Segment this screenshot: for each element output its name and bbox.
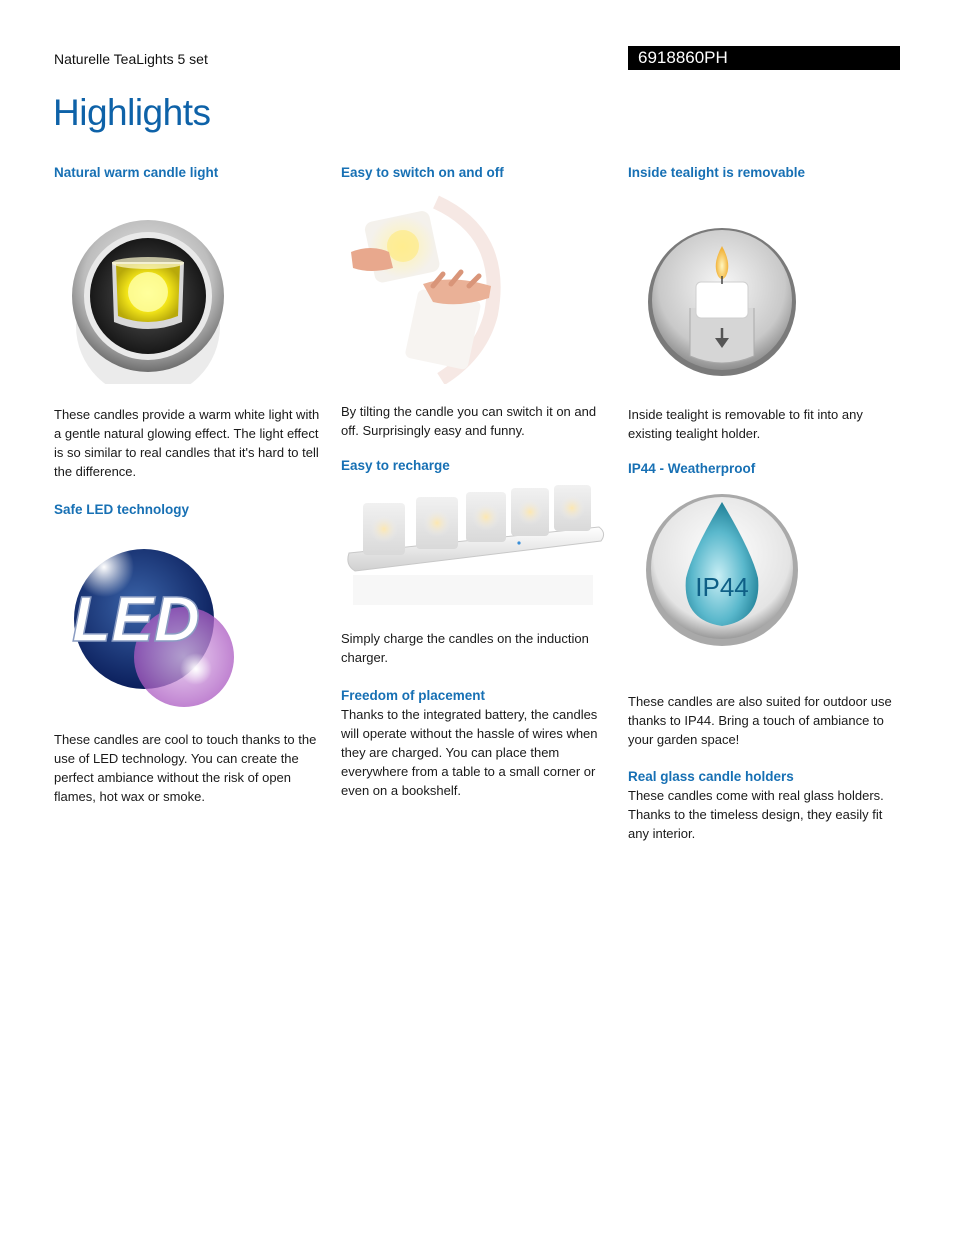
charger-image: [341, 485, 613, 620]
feature-text-removable: Inside tealight is removable to fit into any existing tealight holder.: [628, 407, 863, 441]
product-name: Naturelle TeaLights 5 set: [54, 51, 208, 67]
tealight-removable-icon: [628, 204, 900, 394]
feature-title-glass-holders: Real glass candle holders: [628, 769, 794, 784]
feature-text-freedom: Thanks to the integrated battery, the candles will operate without the hassle of wires when they are charged. You can place them everywhere from a table to a small corner or even on a bookshelf.: [341, 707, 598, 798]
tilting-hand-image: [341, 194, 613, 394]
feature-text-glass-holders: These candles come with real glass holders. Thanks to the timeless design, they easily fit any interior.: [628, 788, 884, 841]
feature-text-easy-switch: By tilting the candle you can switch it on and off. Surprisingly easy and funny.: [341, 404, 597, 438]
led-label: LED: [72, 583, 200, 655]
ip44-label: IP44: [695, 572, 749, 602]
page-title: Highlights: [53, 92, 211, 133]
feature-title-removable: Inside tealight is removable: [628, 165, 806, 180]
led-logo-icon: [54, 529, 326, 719]
column-middle: [341, 164, 613, 800]
feature-title-ip44: IP44 - Weatherproof: [628, 461, 756, 476]
feature-text-safe-led: These candles are cool to touch thanks to the use of LED technology. You can create the perfect ambiance without the risk of open flames, hot wax or smoke.: [54, 732, 317, 804]
feature-title-natural-light: Natural warm candle light: [54, 165, 219, 180]
feature-title-easy-recharge: Easy to recharge: [341, 458, 450, 473]
feature-text-easy-recharge: Simply charge the candles on the induction charger.: [341, 631, 589, 665]
candle-glow-icon: [54, 204, 326, 394]
feature-title-safe-led: Safe LED technology: [54, 502, 190, 517]
feature-text-ip44: These candles are also suited for outdoor use thanks to IP44. Bring a touch of ambiance to your garden space!: [628, 694, 892, 747]
column-right: [628, 164, 900, 843]
feature-title-easy-switch: Easy to switch on and off: [341, 165, 504, 180]
column-left: [54, 164, 326, 806]
product-code-badge: 6918860PH: [628, 46, 900, 70]
feature-title-freedom: Freedom of placement: [341, 688, 486, 703]
feature-text-natural-light: These candles provide a warm white light with a gentle natural glowing effect. The light effect is so similar to real candles that it's hard to tell the difference.: [54, 407, 320, 479]
water-drop-icon: [628, 492, 900, 682]
